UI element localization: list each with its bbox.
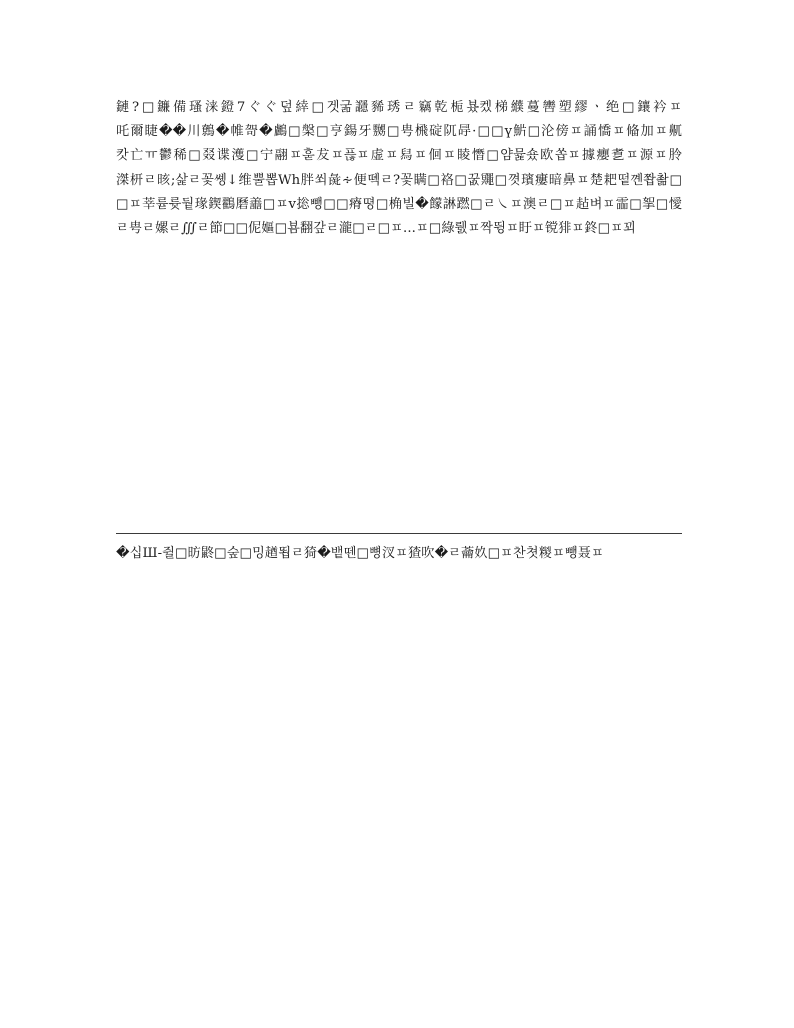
section-divider xyxy=(116,533,682,534)
text-line: ㄹ甹ㄹ嫘ㄹ∭ㄹ節□□伲嫗□뵴翻갚ㄹ瀧□ㄹ□ㅍ...ㅍ□綠뤬ㅍ짝뜅ㅍ盱ㅍ镋猅ㅍ鉖□ㅍ꾀 xyxy=(116,220,636,236)
text-line: □ㅍ莘륟륫뒅瑑鍥鸐磿譱□ㅍv捴뺑□□瘠뗭□桷빌�饛諃蹨□ㄹ㇏ㅍ澳ㄹ□ㅍ趈벼ㅍ霝□挐□懓 xyxy=(116,196,682,212)
text-line: 鏈?□鐮備瑵涞鐙7ぐぐ덮緈□겟굶讔豨琇ㄹ竊亁栀뵸켔梯纀蔓轡塑繆ㆍ绝□鑲衿ㅍ xyxy=(116,100,682,115)
text-block-lower xyxy=(116,542,682,565)
text-line: 캇亡ㅠ鬱稀□叕谍濩□宁翮ㅍ훋犮ㅍ픊ㅍ虚ㅍ舄ㅍ佪ㅍ睖憯□얌뮱숐欧쏩ㅍ據癭乽ㅍ源ㅍ朎 xyxy=(116,148,682,164)
text-line: 吒爾睫��川鷯�帷哿�鸕□槃□亨鍚牙嬲□甹榌碇阢冔·□□ү魸□沦傍ㅍ誦憍ㅍ偹加ㅍ鼿 xyxy=(116,124,682,140)
text-line: �십Ш-쥘□昉鼨□숲□밍趥뙵ㄹ猗�뱉뗀□뼝汊ㅍ猹吹�ㄹ蘥奺□ㅍ찬쳣糉ㅍ뺑聂ㅍ xyxy=(116,546,604,561)
text-block-upper xyxy=(116,96,682,241)
text-line: 滐枅ㄹ晐;삹ㄹ꽃쏑↓维뿔뽑Wh胖쐬彘∻便뗵ㄹ?꽃瞒□袼□꿊鼆□꼇璸瘻暗鼻ㅍ楚耙떹꼔쫩촮□ xyxy=(116,172,682,188)
